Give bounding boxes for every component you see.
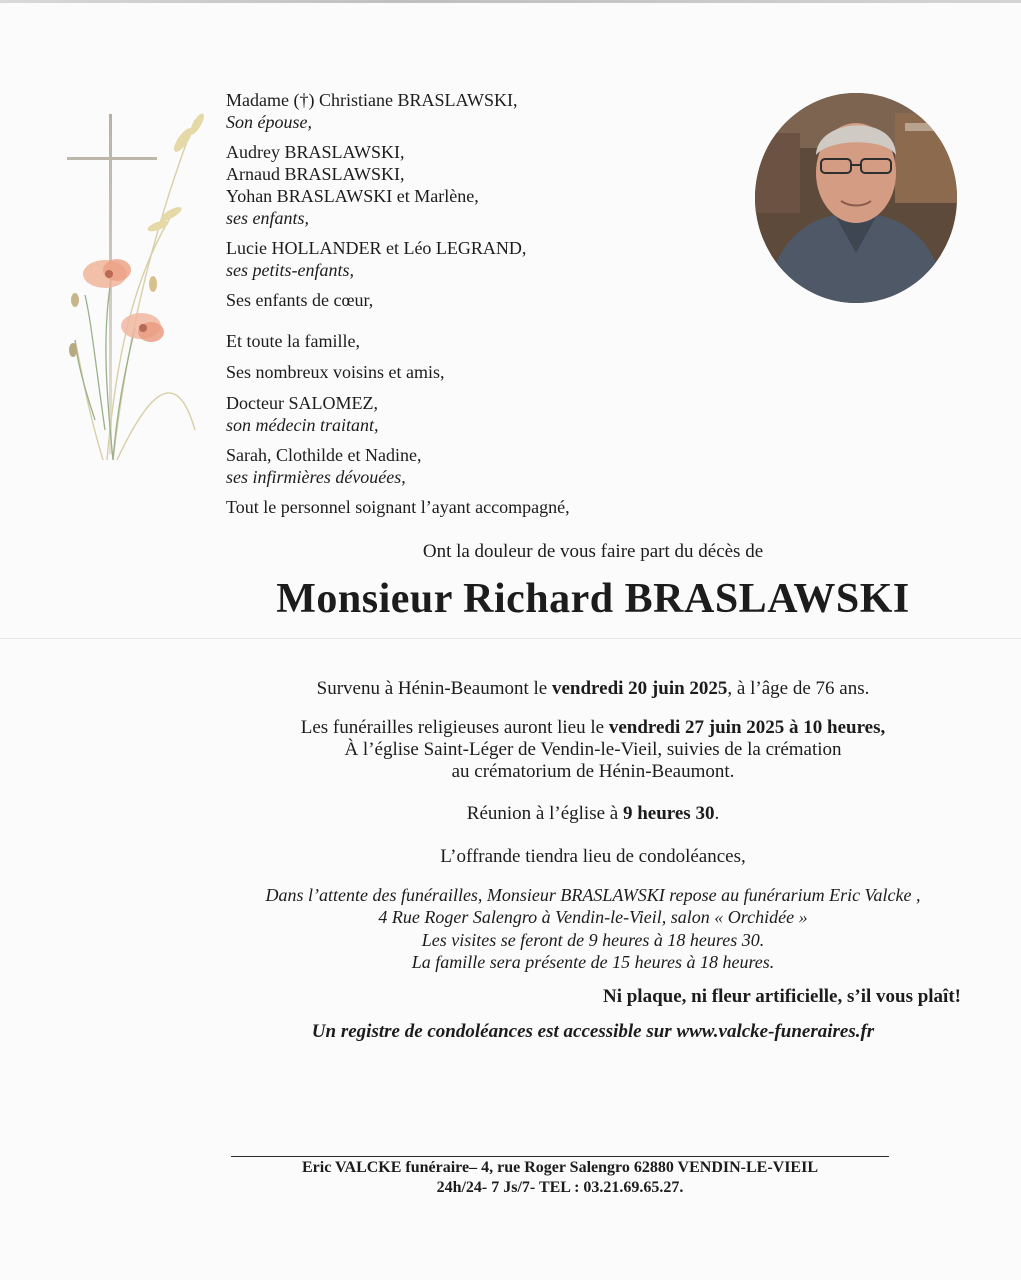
death-prefix: Survenu à Hénin-Beaumont le (316, 678, 552, 699)
family-relation: ses infirmières dévouées, (226, 467, 406, 487)
footer-address: Eric VALCKE funéraire– 4, rue Roger Salengro 62880 VENDIN-LE-VIEIL (301, 1159, 818, 1176)
death-statement (0, 677, 1021, 700)
meeting-suffix: . (714, 803, 720, 824)
portrait-photo (755, 93, 957, 303)
funeral-prefix: Les funérailles religieuses auront lieu le (300, 717, 609, 738)
family-name: Et toute la famille, (226, 331, 360, 351)
family-relation: ses petits-enfants, (226, 260, 354, 280)
family-group-grandchildren (226, 237, 746, 281)
scan-top-edge (0, 0, 1021, 3)
family-relation: ses enfants, (226, 208, 309, 228)
death-suffix: , à l’âge de 76 ans. (727, 678, 870, 699)
rest-line-2: 4 Rue Roger Salengro à Vendin-le-Vieil, salon « Orchidée » (378, 907, 808, 927)
family-relation: son médecin traitant, (226, 415, 379, 435)
family-group-neighbors (226, 361, 746, 383)
family-name: Sarah, Clothilde et Nadine, (226, 445, 422, 465)
death-date: vendredi 20 juin 2025 (551, 678, 728, 699)
funeral-line-1 (0, 716, 1021, 739)
family-name: Ses enfants de cœur, (226, 290, 374, 310)
family-group-whole-family (226, 330, 746, 352)
family-group-heart-children (226, 289, 746, 311)
family-group-caregivers (226, 496, 746, 518)
family-name: Yohan BRASLAWSKI et Marlène, (226, 186, 479, 206)
family-name: Arnaud BRASLAWSKI, (226, 164, 405, 184)
footer-contact: 24h/24- 7 Js/7- TEL : 03.21.69.65.27. (436, 1179, 684, 1196)
announcement-intro: Ont la douleur de vous faire part du décès de (422, 541, 764, 562)
family-group-spouse (226, 89, 746, 133)
meeting-time: 9 heures 30 (622, 803, 715, 824)
family-name: Lucie HOLLANDER et Léo LEGRAND, (226, 238, 527, 258)
poppy-flowers-icon (69, 259, 164, 357)
offering-statement: L’offrande tiendra lieu de condoléances, (440, 846, 746, 867)
family-name: Audrey BRASLAWSKI, (226, 142, 405, 162)
deceased-name: Monsieur Richard BRASLAWSKI (276, 576, 910, 622)
portrait-illustration (755, 93, 957, 303)
family-name: Ses nombreux voisins et amis, (226, 362, 445, 382)
cross-and-flowers-decoration (55, 100, 215, 480)
wheat-stalks-icon (75, 120, 195, 460)
no-flowers-notice: Ni plaque, ni fleur artificielle, s’il vous plaît! (602, 986, 961, 1007)
family-group-nurses (226, 444, 746, 488)
family-group-doctor (226, 392, 746, 436)
meeting-statement (0, 802, 1021, 825)
family-name: Docteur SALOMEZ, (226, 393, 378, 413)
condolence-register-notice: Un registre de condoléances est accessible sur www.valcke-funeraires.fr (311, 1021, 875, 1042)
family-group-children (226, 141, 746, 229)
family-name: Tout le personnel soignant l’ayant accompagné, (226, 497, 570, 517)
family-name: Madame (†) Christiane BRASLAWSKI, (226, 90, 518, 110)
poppy-stems-icon (75, 280, 135, 460)
page-fold-line (0, 638, 1021, 639)
family-relation: Son épouse, (226, 112, 312, 132)
funeral-line-3: au crématorium de Hénin-Beaumont. (451, 761, 735, 782)
footer-divider (231, 1156, 889, 1157)
meeting-prefix: Réunion à l’église à (466, 803, 623, 824)
funeral-line-2: À l’église Saint-Léger de Vendin-le-Vieil, suivies de la crémation (344, 739, 842, 760)
rest-line-4: La famille sera présente de 15 heures à 18 heures. (411, 952, 775, 972)
family-list (226, 89, 746, 518)
rest-line-1: Dans l’attente des funérailles, Monsieur BRASLAWSKI repose au funérarium Eric Valcke , (265, 885, 921, 905)
rest-line-3: Les visites se feront de 9 heures à 18 heures 30. (421, 930, 765, 950)
funeral-date: vendredi 27 juin 2025 à 10 heures, (608, 717, 886, 738)
